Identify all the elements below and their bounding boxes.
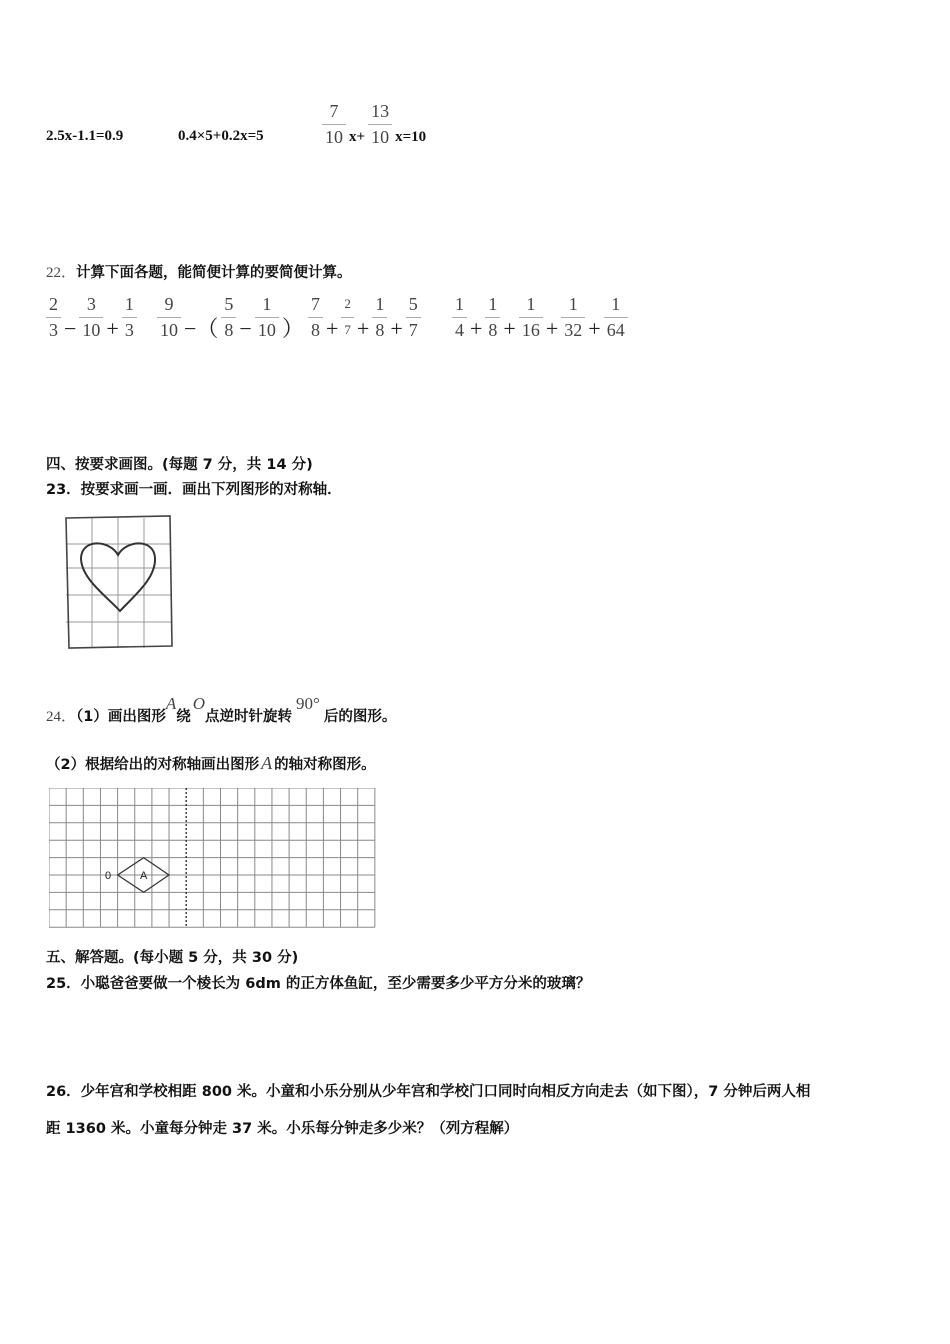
denominator: 10 — [371, 127, 390, 147]
grid-lines — [49, 788, 375, 927]
fraction — [452, 294, 467, 340]
numerator: 3 — [86, 294, 96, 314]
fraction-bar — [221, 317, 236, 318]
fraction-bar — [452, 317, 467, 318]
operator: + — [326, 316, 339, 341]
text: 后的图形。 — [323, 709, 397, 725]
fraction — [221, 294, 236, 340]
question-22 — [46, 261, 352, 282]
angle: 90° — [296, 694, 320, 713]
operator: + — [588, 316, 601, 341]
fraction-bar — [322, 124, 346, 125]
numerator: 7 — [329, 101, 339, 121]
fraction-bar — [372, 317, 387, 318]
fraction-bar — [308, 317, 323, 318]
denominator: 8 — [224, 320, 234, 340]
denominator: 3 — [124, 320, 134, 340]
numerator: 1 — [526, 294, 536, 314]
equation-2: 0.4×5+0.2x=5 — [178, 128, 264, 144]
heart-grid-lines — [66, 518, 171, 648]
denominator: 16 — [521, 320, 540, 340]
expression-2 — [155, 294, 305, 340]
question-number: 22． — [46, 265, 77, 281]
operator: + — [545, 316, 559, 341]
numerator: 1 — [568, 294, 578, 314]
fraction — [322, 101, 346, 147]
variable-o: O — [192, 694, 206, 713]
numerator: 1 — [488, 294, 498, 314]
numerator: 2 — [49, 294, 58, 314]
equation-1: 2.5x-1.1=0.9 — [46, 128, 124, 144]
fraction-bar — [46, 317, 61, 318]
fraction — [604, 294, 628, 340]
operator: − — [239, 316, 252, 341]
square-grid-figure — [49, 788, 379, 930]
fraction-bar — [79, 317, 103, 318]
fraction-bar — [122, 317, 137, 318]
shape-a-label: A — [140, 870, 148, 882]
equation-3 — [320, 101, 427, 147]
denominator: 8 — [311, 320, 320, 340]
numerator: 1 — [611, 294, 621, 314]
denominator: 10 — [160, 320, 178, 340]
text: 点逆时针旋转 — [205, 709, 293, 725]
variable-a: A — [261, 753, 273, 773]
operator: ） — [281, 316, 304, 341]
text: 的轴对称图形。 — [274, 757, 376, 773]
numerator: 9 — [164, 294, 174, 314]
operator: − — [64, 316, 77, 341]
fraction — [308, 294, 323, 340]
text: 绕 — [176, 709, 191, 725]
denominator: 10 — [325, 127, 343, 147]
section-4-heading: 四、按要求画图。(每题 7 分，共 14 分) — [46, 457, 313, 473]
fraction — [372, 294, 387, 340]
operator: x+ — [349, 129, 366, 145]
fraction-bar — [519, 317, 543, 318]
heart-grid-border — [66, 516, 172, 648]
numerator: 7 — [311, 294, 320, 314]
denominator: 8 — [488, 320, 498, 340]
operator: + — [356, 316, 370, 341]
heart-grid-figure — [60, 510, 180, 655]
question-24-part-1 — [46, 696, 396, 737]
fraction — [122, 294, 137, 340]
text: （2）根据给出的对称轴画出图形 — [46, 757, 260, 773]
section-5-heading: 五、解答题。(每小题 5 分，共 30 分) — [46, 950, 299, 966]
fraction — [157, 294, 181, 340]
fraction — [368, 101, 392, 147]
expression-1 — [44, 294, 139, 340]
numerator: 5 — [224, 294, 234, 314]
question-24-part-2 — [46, 753, 376, 774]
point-o-label: 0 — [104, 870, 112, 882]
numerator: 1 — [262, 294, 272, 314]
question-23: 23．按要求画一画．画出下列图形的对称轴． — [46, 482, 342, 498]
operator: x=10 — [395, 129, 427, 145]
fraction-bar — [485, 317, 500, 318]
fraction-bar — [368, 124, 392, 125]
fraction-bar — [604, 317, 628, 318]
numerator: 1 — [375, 294, 385, 314]
fraction-bar — [157, 317, 181, 318]
expression-3 — [306, 294, 423, 340]
denominator: 10 — [82, 320, 101, 340]
numerator: 13 — [371, 101, 390, 121]
fraction-bar — [255, 317, 279, 318]
fraction-bar — [406, 317, 421, 318]
numerator: 2 — [344, 296, 351, 311]
question-25: 25．小聪爸爸要做一个棱长为 6dm 的正方体鱼缸，至少需要多少平方分米的玻璃？ — [46, 976, 591, 992]
question-prompt: 计算下面各题，能简便计算的要简便计算。 — [76, 265, 352, 281]
denominator: 10 — [257, 320, 276, 340]
fraction — [519, 294, 543, 340]
operator: + — [390, 316, 403, 341]
fraction — [406, 294, 421, 340]
numerator: 1 — [124, 294, 134, 314]
operator: + — [106, 316, 119, 341]
denominator: 3 — [49, 320, 58, 340]
fraction-bar — [341, 317, 354, 318]
question-26-line-2: 距 1360 米。小童每分钟走 37 米。小乐每分钟走多少米？（列方程解） — [46, 1121, 519, 1137]
question-number: 24． — [46, 709, 77, 725]
operator: + — [503, 316, 516, 341]
denominator: 7 — [344, 322, 351, 337]
denominator: 64 — [606, 320, 625, 340]
expression-4 — [450, 294, 630, 340]
variable-a: A — [165, 694, 177, 713]
denominator: 8 — [375, 320, 385, 340]
text: （1）画出图形 — [76, 709, 166, 725]
fraction — [255, 294, 279, 340]
operator: −（ — [184, 316, 219, 341]
denominator: 4 — [455, 320, 464, 340]
fraction — [46, 294, 61, 340]
fraction — [485, 294, 500, 340]
question-26-line-1: 26．少年宫和学校相距 800 米。小童和小乐分别从少年宫和学校门口同时向相反方向走去（如下图），7 分钟后两人相 — [46, 1084, 811, 1100]
denominator: 7 — [408, 320, 418, 340]
fraction — [561, 294, 585, 340]
numerator: 1 — [455, 294, 464, 314]
numerator: 5 — [408, 294, 418, 314]
fraction — [341, 294, 354, 340]
fraction — [79, 294, 103, 340]
denominator: 32 — [564, 320, 583, 340]
fraction-bar — [561, 317, 585, 318]
operator: + — [470, 316, 483, 341]
